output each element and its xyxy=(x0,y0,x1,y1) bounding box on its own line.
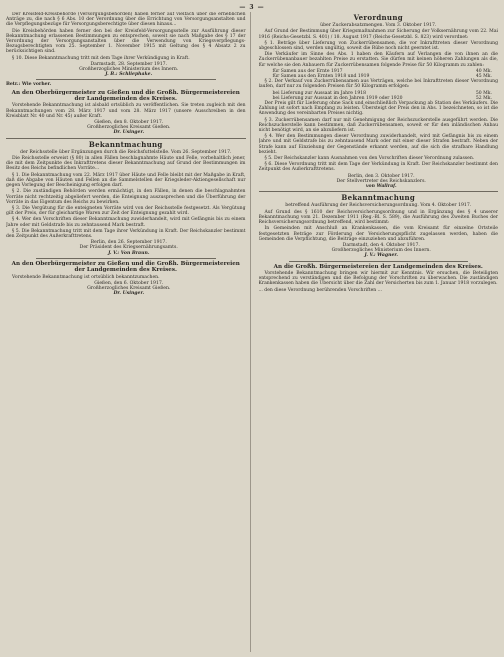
paragraph: § 1. Die Bekanntmachung vom 22. März 1917 über Häute und Felle bleibt mit der Maßgabe in Kraft, daß die Abgabe von Häuten und Fellen an die Sammelstellen der Kriegsleder-Aktiengesellschaft nur gegen Vorlegung der Bescheinigung erfolgen darf. xyxy=(6,172,246,189)
paragraph: § 5. Die Bekanntmachung tritt mit dem Tage ihrer Verkündung in Kraft. Der Reichskanzler bestimmt den Zeitpunkt des Außerkrafttretens. xyxy=(6,228,246,239)
notice-intro: der Reichsstelle über Ergänzungen durch die Reichsfuttelstelle. Vom 26. September 1917. xyxy=(20,149,232,155)
columns xyxy=(6,12,498,652)
paragraph: § 2. Die zuständigen Behörden werden ermächtigt, in den Fällen, in denen die beschlagnahmten Vorräte nicht rechtzeitig abgeliefert werden, die Enteignung auszusprechen und die Überführung der Vorräte in das Eigentum des Reichs zu bewirken. xyxy=(6,189,246,205)
left-column xyxy=(6,12,251,652)
date-line: Gießen, den 6. Oktober 1917. xyxy=(94,280,164,286)
paragraph: Der Preis gilt für Lieferung ohne Sack und einschließlich Verpackung ab Station des Verkäufers. Die Zahlung ist sofort nach Empfang zu leisten. Übersteigt der Preis den in Abs. 1 bezeichneten, so ist die Anwendung des vereinbarten Preises nichtig. xyxy=(258,101,498,117)
paragraph: Der Kreisfeld-Kreisbehörde (Versorgungsbehörden) haben ferner auf vielfach über die erheblichen Anträge zu, die nach § 6 Abs. 10 der Verordnung über die Errichtung von Versorgungsanstalten und die Verpflegungsbezüge für Versorgungsberechtigte über diesen hinaus... xyxy=(6,12,246,28)
paragraph: § 3. Zuckerrübensamen darf nur mit Genehmigung der Reichszuckerstelle ausgeführt werden. Die Reichszuckerstelle kann bestimmen, daß Zuckerrübensamen, soweit er für den inländischen Anbau nicht benötigt wird, an sie abzuliefern ist. xyxy=(258,117,498,134)
paragraph: Auf Grund der Bestimmung über Kriegsmaßnahmen zur Sicherung der Volksernährung vom 22. Mai 1916 (Reichs-Gesetzbl. S. 401) / 18. August 1917 (Reichs-Gesetzbl. S. 823) wird verordnet: xyxy=(258,29,498,40)
date-line: Darmstadt, den 4. Oktober 1917. xyxy=(342,242,420,248)
notice-title: Verordnung xyxy=(353,13,403,22)
page-number: — 3 — xyxy=(239,4,265,11)
date-line: Gießen, den 8. Oktober 1917. xyxy=(94,120,164,126)
signer-name: von Wallraf. xyxy=(365,184,397,190)
notice-intro: über Zuckerabsatzmengen. Vom 3. Oktober 1917. xyxy=(320,23,437,28)
divider xyxy=(36,79,216,80)
signer-name: J. V.: Wagner. xyxy=(364,253,398,259)
paragraph: Die Reichsstelle erweist (§ 80) in allen Fällen beschlagnahmte Häute und Felle, vorbehaltlich jener, die mit dem Zeitpunkte des Inkrafttretens dieser Bekanntmachung auf Grund der Bestimmungen im Besitz des Reichs befindlichen Vorräte... xyxy=(6,156,246,172)
divider xyxy=(6,138,246,139)
signer-name: J. V.: Von Braun. xyxy=(108,250,150,256)
price-row: für Samen aus der Ernte 1917 40 Mk. xyxy=(272,68,492,74)
office-name: Großherzogliches Ministerium des Innern. xyxy=(331,248,431,254)
notice-addressee: An die Großh. Bürgermeistereien der Landgemeinden des Kreises. xyxy=(273,263,483,270)
office-name: Großherzogliches Kreisamt Gießen. xyxy=(87,285,171,291)
paragraph: § 4. Wer den Bestimmungen dieser Verordnung zuwiderhandelt, wird mit Gefängnis bis zu einem Jahre und mit Geldstrafe bis zu zehntausend Mark oder mit einer dieser Strafen bestraft. Neben der Strafe kann auf Einziehung der Gegenstände erkannt werden, auf die sich die strafbare Handlung bezieht. xyxy=(258,134,498,155)
right-column xyxy=(259,12,499,652)
paragraph: ... den diese Verordnung berührenden Vorschriften ... xyxy=(258,287,382,293)
notice-addressee: An den Oberbürgermeister zu Gießen und die Großh. Bürgermeistereien der Landgemeinden des Kreises. xyxy=(11,260,240,274)
paragraph: § 10. Diese Bekanntmachung tritt mit dem Tage ihrer Verkündigung in Kraft. xyxy=(12,55,190,61)
date-line: Berlin, den 26. September 1917. xyxy=(90,240,167,246)
top-continuation xyxy=(6,12,246,77)
paragraph: Vorstehende Bekanntmachung bringen wir hiermit zur Kenntnis. Wir ersuchen, die Beteiligten entsprechend zu verständigen und die Befolgung der Vorschriften zu überwachen. Die zuständigen Krankenkassen haben die Übersicht über die Zahl der Versicherten bis zum 1. Januar 1918 vorzulegen. xyxy=(258,270,498,287)
paragraph: § 2. Der Verkauf von Zuckerrübensamen aus Verträgen, welche bei Inkrafttreten dieser Verordnung laufen, darf nur zu folgenden Preisen für 50 Kilogramm erfolgen: xyxy=(258,79,498,90)
paragraph: Vorstehende Bekanntmachung ist ortsüblich bekanntzumachen. xyxy=(12,274,160,280)
divider xyxy=(259,191,499,192)
notice-1 xyxy=(6,82,246,135)
price-row: bei Lieferung zur Aussaat in den Jahren 1919 oder 1920 52 Mk. xyxy=(272,95,492,101)
paragraph: Die Kreisbehörden haben ferner den bei der Kreisfeld-Versorgungsstelle zur Ausführung dieser Bekanntmachung erlassenen Bestimmungen zu entsprechen, soweit sie nach Maßgabe des § 17 der Verordnung der Versorgungsanstalten über die Verwendung von Kriegsverpflegungs-Bezugsberechtigten vom 25. September 1. November 1915 mit Geltung des § 4 Absatz 2 zu berücksichtigen sind. xyxy=(6,28,246,55)
ordinance xyxy=(259,14,499,189)
minister-signature: J. B.: Schliephake. xyxy=(105,72,153,78)
notice-mayors xyxy=(259,264,499,293)
date-line: Darmstadt, 28. September 1917. xyxy=(90,61,168,67)
signer-name: Dr. Usinger. xyxy=(113,130,145,136)
notice-insurance xyxy=(259,194,499,258)
paragraph: Vorstehende Bekanntmachung ist alsbald ortsüblich zu veröffentlichen. Sie treten zugleich mit den Bekanntmachungen vom 28. März 1917 und vom 28. März 1917 (unsere Ausschreiben in den Kreisblatt Nr. 40 und Nr. 45) außer Kraft. xyxy=(6,103,246,119)
paragraph: § 6. Diese Verordnung tritt mit dem Tage der Verkündung in Kraft. Der Reichskanzler bestimmt den Zeitpunkt des Außerkrafttretens. xyxy=(258,162,498,173)
price-row: bei Lieferung zur Aussaat im Jahre 1918 50 Mk. xyxy=(272,90,492,96)
paragraph: Auf Grund des § 1610 der Reichsversicherungsordnung und in Ergänzung des § 4 unserer Bekanntmachung vom 21. Dezember 1911 (Reg.-Bl. S. 589), die Ausführung des Zweiten Buches der Reichsversicherungsordnung betreffend, wird bestimmt: xyxy=(258,209,498,226)
notice-title: Bekanntmachung xyxy=(88,139,163,149)
signer-name: Dr. Usinger. xyxy=(113,291,145,297)
notice-intro: betreffend Ausführung der Reichsversicherungsordnung. Vom 4. Oktober 1917. xyxy=(285,203,472,209)
ministry-name: Großherzogliches Ministerium des Innern. xyxy=(79,67,179,73)
divider xyxy=(289,261,469,262)
date-line: Berlin, den 3. Oktober 1917. xyxy=(347,173,415,179)
office-name: Der Stellvertreter des Reichskanzlers. xyxy=(336,178,426,184)
paragraph: § 5. Der Reichskanzler kann Ausnahmen von den Vorschriften dieser Verordnung zulassen. xyxy=(264,156,475,162)
paragraph: § 1. Beträge über Lieferung von Zuckerrübensamen, die vor Inkrafttreten dieser Verordnung abgeschlossen sind, werden ungültig, soweit die Rübe noch nicht geerntet ist. xyxy=(258,40,498,52)
paragraph: In Gemeinden mit Anschluß an Krankenkassen, die vom Kreisamt für einzelne Ortsteile festgesetzten Beträge zur Förderung der Versicherungspflicht zugelassen werden, haben die Gemeinden die Verpflichtung, die Beiträge einzuziehen und abzuführen. xyxy=(258,226,498,242)
notice-title: Bekanntmachung xyxy=(341,193,416,203)
notice-3 xyxy=(6,261,246,297)
paragraph: § 4. Wer den Vorschriften dieser Bekanntmachung zuwiderhandelt, wird mit Gefängnis bis zu einem Jahre oder mit Geldstrafe bis zu zehntausend Mark bestraft. xyxy=(6,217,246,228)
notice-reference: Betr.: Wie vorher. xyxy=(6,82,52,88)
paragraph: Die Verkäufer im Sinne des Abs. 1 haben den Käufern auf Verlangen die von ihnen an die Zuckerrübenanbauer bezahlten Preise zu erstatten. Sie dürfen mit keinen höheren Zahlungen als die, für welche sie den Anbauern für Zuckerrübensamen folgende Preise für 50 Kilogramm zu zahlen: xyxy=(258,52,498,68)
divider xyxy=(36,258,216,259)
notice-2 xyxy=(6,141,246,256)
price-row: für Samen aus den Ernten 1918 und 1919 45 Mk. xyxy=(272,74,492,80)
office-name: Der Präsident des Kriegsernährungsamts. xyxy=(79,245,178,251)
office-name: Großherzogliches Kreisamt Gießen. xyxy=(87,125,171,131)
paragraph: § 3. Die Vergütung für die enteigneten Vorräte wird von der Reichsstelle festgesetzt. Als Vergütung gilt der Preis, der für gleichartige Waren zur Zeit der Enteignung gezahlt wird. xyxy=(6,205,246,217)
notice-addressee: An den Oberbürgermeister zu Gießen und die Großh. Bürgermeistereien der Landgemeinden des Kreises. xyxy=(11,89,240,103)
